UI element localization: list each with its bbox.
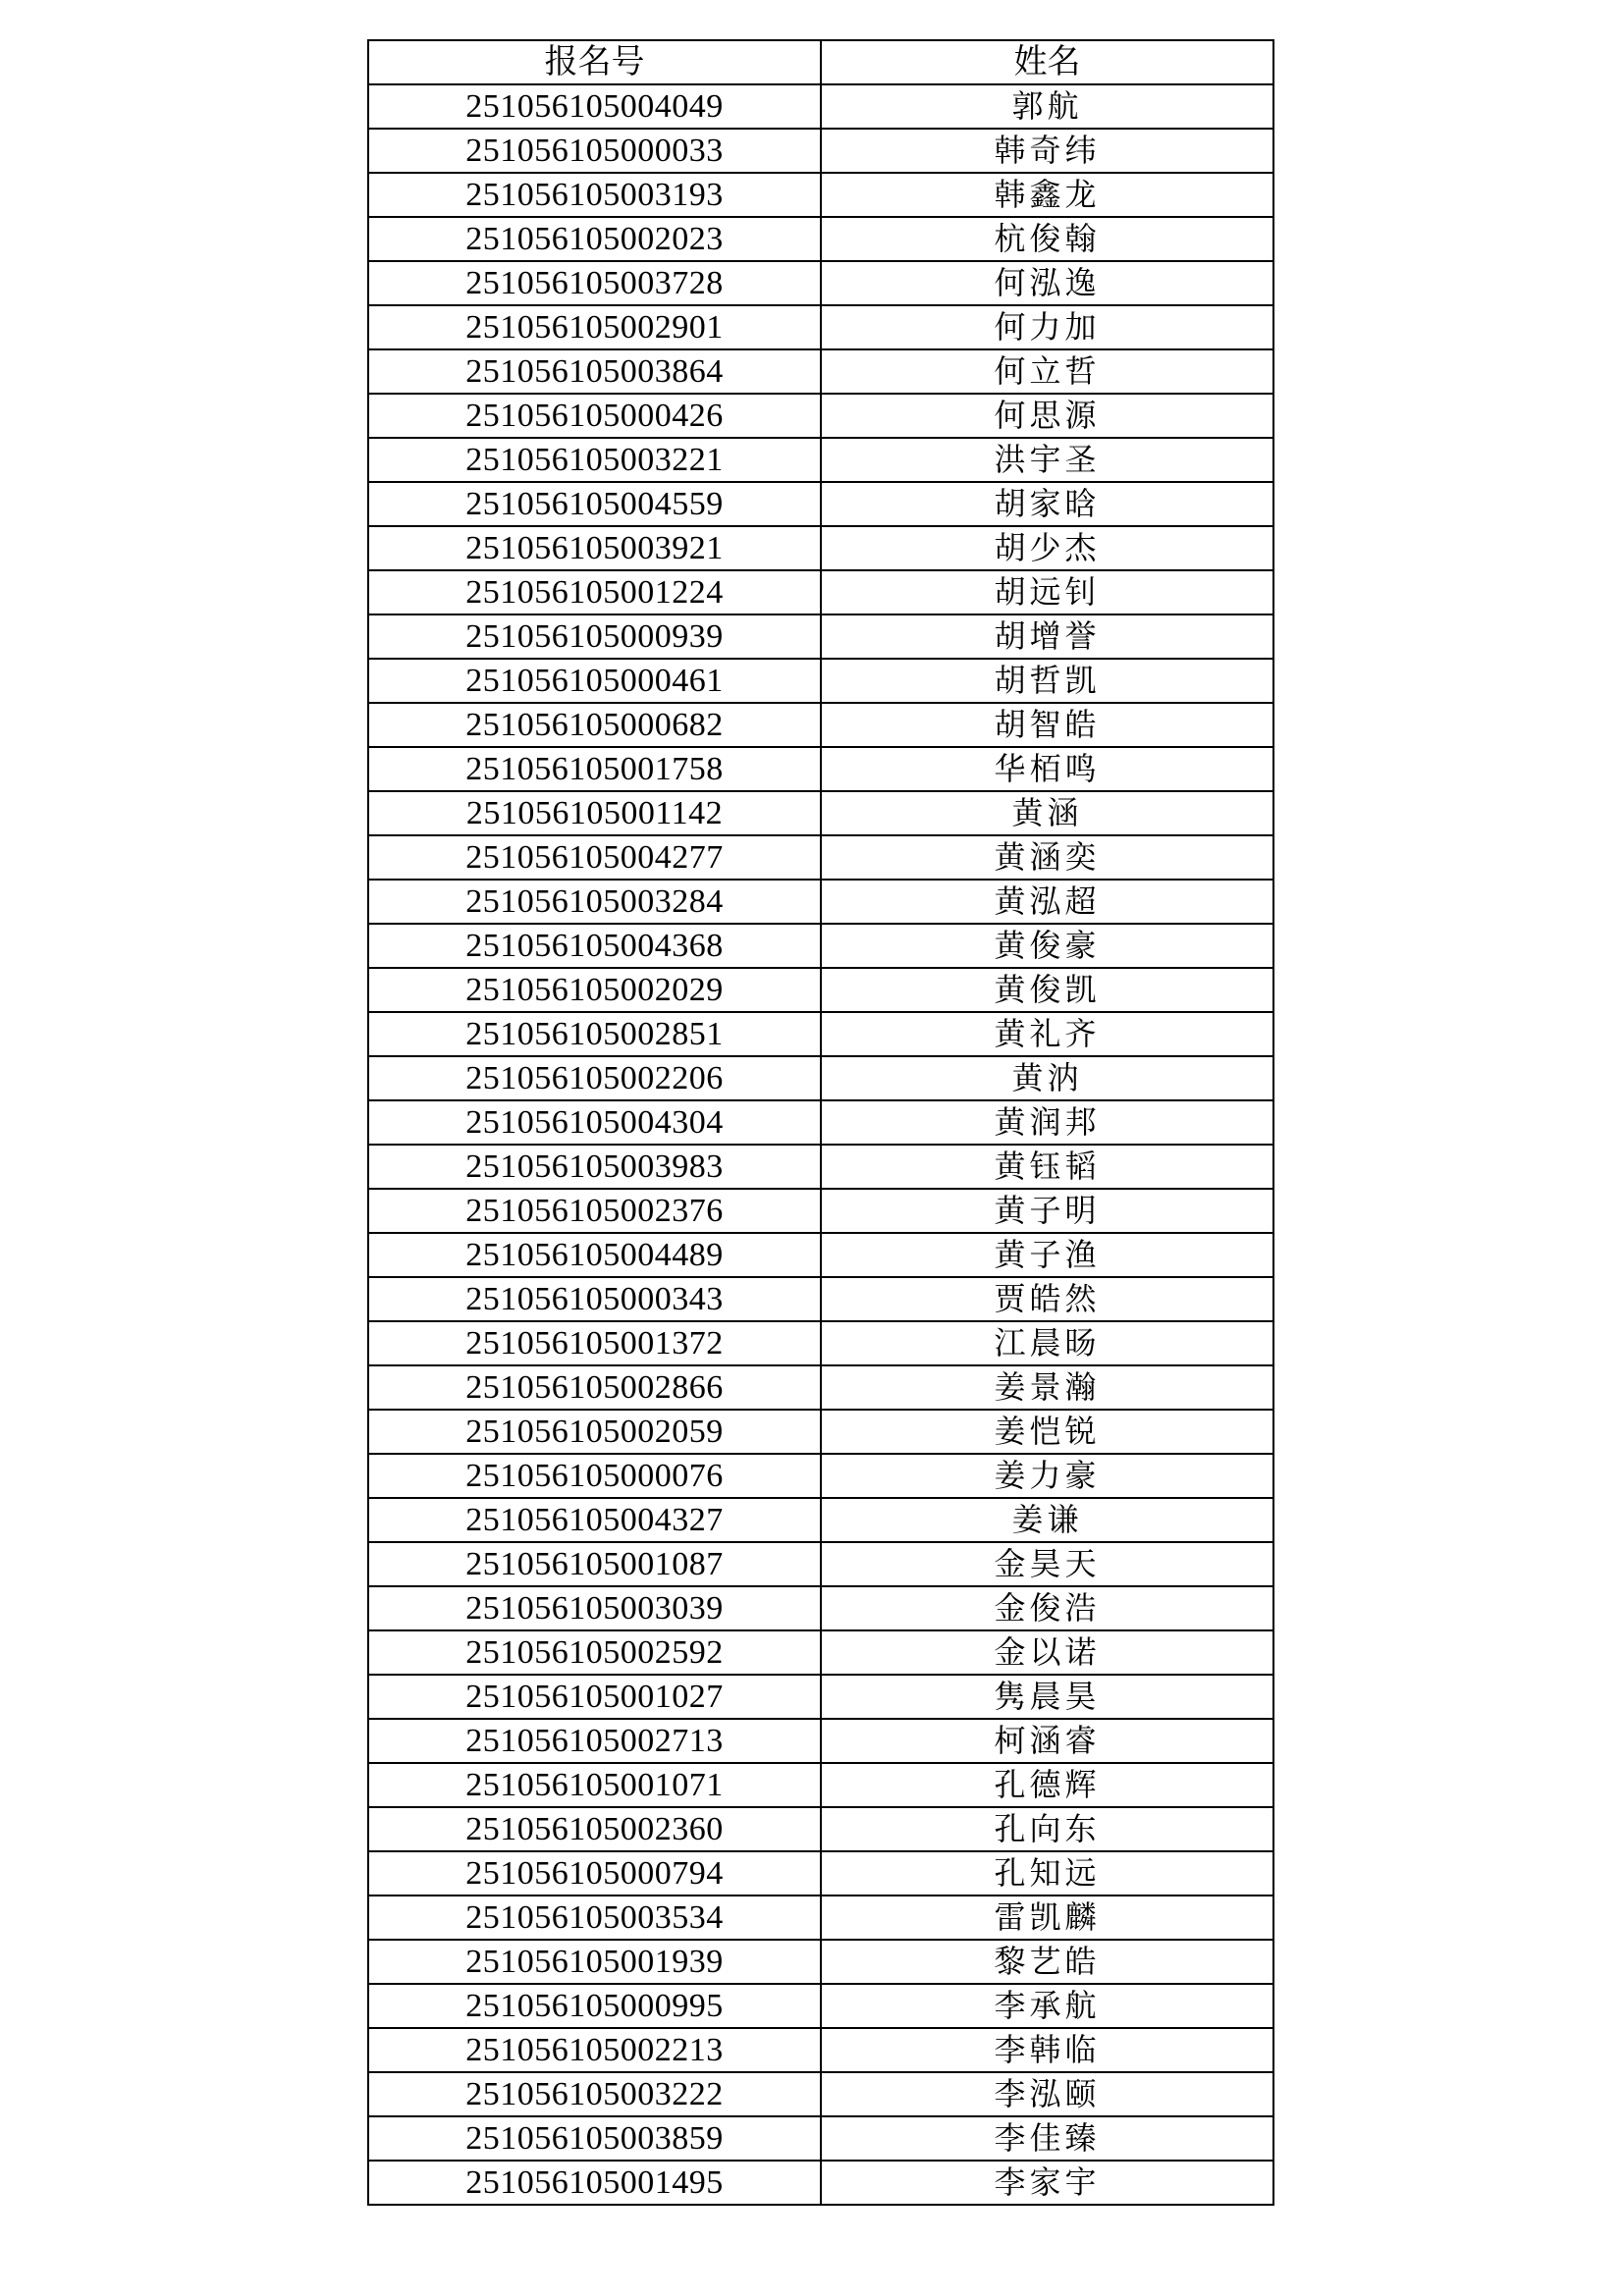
registration-number: 251056105003221 (368, 438, 821, 482)
table-row (368, 261, 1273, 305)
registration-number: 251056105000033 (368, 129, 821, 173)
registration-number: 251056105003534 (368, 1896, 821, 1940)
registration-number: 251056105004304 (368, 1100, 821, 1145)
table-row (368, 1012, 1273, 1056)
registration-number: 251056105000939 (368, 614, 821, 659)
student-name: 李韩临 (821, 2028, 1273, 2072)
registration-number: 251056105003921 (368, 526, 821, 570)
registration-number: 251056105001027 (368, 1675, 821, 1719)
registration-number: 251056105002376 (368, 1189, 821, 1233)
registration-number: 251056105002901 (368, 305, 821, 349)
table-row (368, 1189, 1273, 1233)
table-row (368, 1498, 1273, 1542)
table-row (368, 217, 1273, 261)
registration-number: 251056105002713 (368, 1719, 821, 1763)
table-row (368, 2028, 1273, 2072)
student-name: 何思源 (821, 394, 1273, 438)
student-name: 孔德辉 (821, 1763, 1273, 1807)
registration-number: 251056105003864 (368, 349, 821, 394)
student-name: 雷凯麟 (821, 1896, 1273, 1940)
registration-number: 251056105002592 (368, 1630, 821, 1675)
table-row (368, 305, 1273, 349)
table-row (368, 1056, 1273, 1100)
student-name: 何立哲 (821, 349, 1273, 394)
table-row (368, 84, 1273, 129)
registration-number: 251056105001087 (368, 1542, 821, 1586)
student-name: 金以诺 (821, 1630, 1273, 1675)
table-row (368, 924, 1273, 968)
student-name: 黄涵奕 (821, 835, 1273, 880)
student-name: 何泓逸 (821, 261, 1273, 305)
student-name: 黄汭 (821, 1056, 1273, 1100)
table-row (368, 173, 1273, 217)
student-name: 姜景瀚 (821, 1365, 1273, 1410)
table-row (368, 2116, 1273, 2161)
student-name: 郭航 (821, 84, 1273, 129)
student-name: 黄俊豪 (821, 924, 1273, 968)
registration-number: 251056105003222 (368, 2072, 821, 2116)
table-row (368, 1321, 1273, 1365)
table-row (368, 614, 1273, 659)
student-name: 胡增誉 (821, 614, 1273, 659)
registration-number: 251056105003728 (368, 261, 821, 305)
table-row (368, 1719, 1273, 1763)
registration-number: 251056105002360 (368, 1807, 821, 1851)
header-name: 姓名 (821, 40, 1273, 84)
roster-sheet (367, 39, 1272, 2206)
table-row (368, 1675, 1273, 1719)
table-row (368, 1896, 1273, 1940)
student-name: 黄泓超 (821, 880, 1273, 924)
table-row (368, 438, 1273, 482)
student-name: 江晨旸 (821, 1321, 1273, 1365)
table-row (368, 1365, 1273, 1410)
table-row (368, 1940, 1273, 1984)
student-name: 华栢鸣 (821, 747, 1273, 791)
roster-body (368, 84, 1273, 2205)
registration-number: 251056105002206 (368, 1056, 821, 1100)
student-name: 何力加 (821, 305, 1273, 349)
table-row (368, 1100, 1273, 1145)
registration-number: 251056105000682 (368, 703, 821, 747)
registration-number: 251056105003284 (368, 880, 821, 924)
student-name: 李泓颐 (821, 2072, 1273, 2116)
student-name: 李承航 (821, 1984, 1273, 2028)
registration-number: 251056105002213 (368, 2028, 821, 2072)
table-row (368, 1410, 1273, 1454)
registration-number: 251056105003983 (368, 1145, 821, 1189)
table-row (368, 1763, 1273, 1807)
table-row (368, 659, 1273, 703)
registration-number: 251056105003859 (368, 2116, 821, 2161)
student-name: 姜谦 (821, 1498, 1273, 1542)
table-row (368, 1851, 1273, 1896)
roster-table (367, 39, 1274, 2206)
table-row (368, 482, 1273, 526)
student-name: 姜恺锐 (821, 1410, 1273, 1454)
registration-number: 251056105002851 (368, 1012, 821, 1056)
student-name: 李家宇 (821, 2161, 1273, 2205)
registration-number: 251056105003193 (368, 173, 821, 217)
student-name: 姜力豪 (821, 1454, 1273, 1498)
table-row (368, 349, 1273, 394)
student-name: 韩鑫龙 (821, 173, 1273, 217)
registration-number: 251056105002023 (368, 217, 821, 261)
registration-number: 251056105004049 (368, 84, 821, 129)
registration-number: 251056105001372 (368, 1321, 821, 1365)
table-row (368, 570, 1273, 614)
table-row (368, 1984, 1273, 2028)
registration-number: 251056105001142 (368, 791, 821, 835)
student-name: 胡家晗 (821, 482, 1273, 526)
table-row (368, 1277, 1273, 1321)
registration-number: 251056105001071 (368, 1763, 821, 1807)
student-name: 黄涵 (821, 791, 1273, 835)
student-name: 黄钰韬 (821, 1145, 1273, 1189)
student-name: 胡远钊 (821, 570, 1273, 614)
student-name: 孔向东 (821, 1807, 1273, 1851)
registration-number: 251056105001939 (368, 1940, 821, 1984)
registration-number: 251056105004559 (368, 482, 821, 526)
registration-number: 251056105004277 (368, 835, 821, 880)
student-name: 孔知远 (821, 1851, 1273, 1896)
registration-number: 251056105002059 (368, 1410, 821, 1454)
table-row (368, 394, 1273, 438)
student-name: 黄礼齐 (821, 1012, 1273, 1056)
student-name: 黄俊凯 (821, 968, 1273, 1012)
registration-number: 251056105000343 (368, 1277, 821, 1321)
registration-number: 251056105003039 (368, 1586, 821, 1630)
registration-number: 251056105002866 (368, 1365, 821, 1410)
registration-number: 251056105000426 (368, 394, 821, 438)
table-row (368, 1454, 1273, 1498)
registration-number: 251056105004368 (368, 924, 821, 968)
table-row (368, 1145, 1273, 1189)
registration-number: 251056105000076 (368, 1454, 821, 1498)
table-row (368, 1542, 1273, 1586)
table-row (368, 747, 1273, 791)
student-name: 黄子渔 (821, 1233, 1273, 1277)
student-name: 黄子明 (821, 1189, 1273, 1233)
student-name: 金俊浩 (821, 1586, 1273, 1630)
table-row (368, 2072, 1273, 2116)
registration-number: 251056105000461 (368, 659, 821, 703)
student-name: 贾皓然 (821, 1277, 1273, 1321)
student-name: 洪宇圣 (821, 438, 1273, 482)
table-row (368, 880, 1273, 924)
student-name: 胡少杰 (821, 526, 1273, 570)
registration-number: 251056105000995 (368, 1984, 821, 2028)
student-name: 金昊天 (821, 1542, 1273, 1586)
table-row (368, 1233, 1273, 1277)
registration-number: 251056105004489 (368, 1233, 821, 1277)
student-name: 黄润邦 (821, 1100, 1273, 1145)
student-name: 胡哲凯 (821, 659, 1273, 703)
student-name: 李佳臻 (821, 2116, 1273, 2161)
registration-number: 251056105000794 (368, 1851, 821, 1896)
table-row (368, 526, 1273, 570)
table-row (368, 1630, 1273, 1675)
registration-number: 251056105004327 (368, 1498, 821, 1542)
table-row (368, 2161, 1273, 2205)
registration-number: 251056105001758 (368, 747, 821, 791)
table-row (368, 835, 1273, 880)
student-name: 柯涵睿 (821, 1719, 1273, 1763)
student-name: 杭俊翰 (821, 217, 1273, 261)
student-name: 隽晨昊 (821, 1675, 1273, 1719)
table-row (368, 1807, 1273, 1851)
student-name: 黎艺皓 (821, 1940, 1273, 1984)
table-row (368, 1586, 1273, 1630)
table-row (368, 968, 1273, 1012)
header-reg-no: 报名号 (368, 40, 821, 84)
student-name: 韩奇纬 (821, 129, 1273, 173)
table-row (368, 703, 1273, 747)
table-row (368, 791, 1273, 835)
registration-number: 251056105001495 (368, 2161, 821, 2205)
table-row (368, 129, 1273, 173)
registration-number: 251056105001224 (368, 570, 821, 614)
student-name: 胡智皓 (821, 703, 1273, 747)
header-row (368, 40, 1273, 84)
registration-number: 251056105002029 (368, 968, 821, 1012)
